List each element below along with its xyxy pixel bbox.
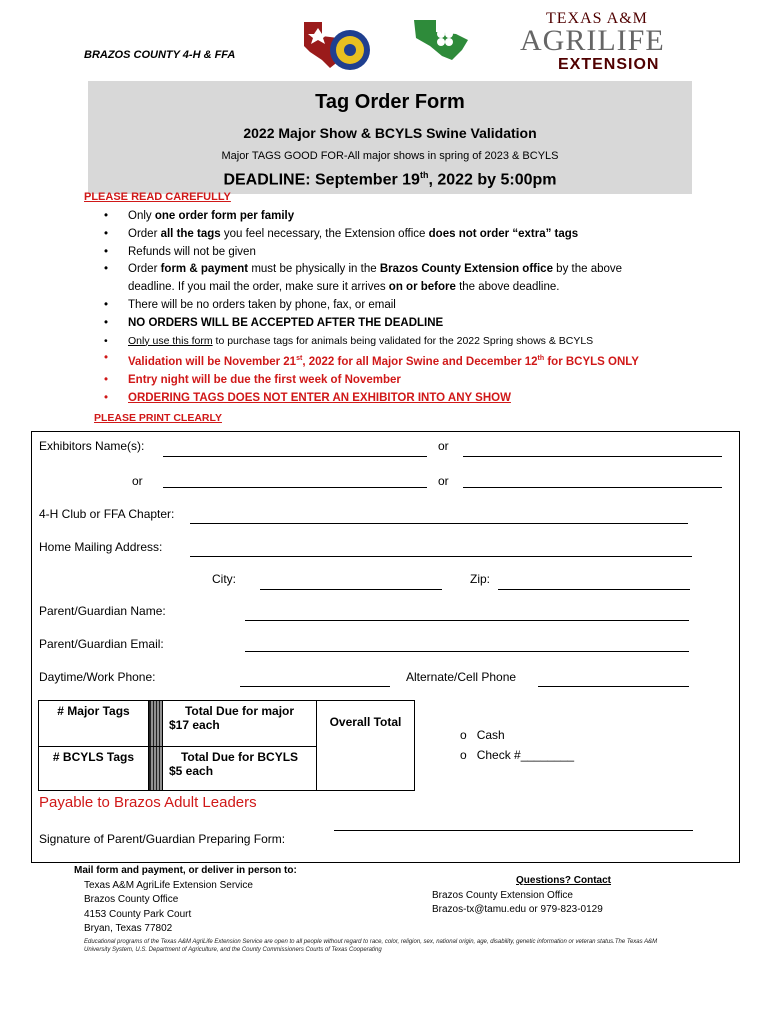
- parent-email-label: Parent/Guardian Email:: [39, 637, 164, 651]
- ffa-texas-logo: [300, 16, 374, 74]
- county-label: BRAZOS COUNTY 4-H & FFA: [84, 49, 236, 61]
- exhibitors-label: Exhibitors Name(s):: [39, 439, 145, 453]
- separator-cell: [149, 747, 163, 791]
- payable-note: Payable to Brazos Adult Leaders: [39, 794, 257, 811]
- exhibitor-1-field[interactable]: [163, 456, 427, 457]
- bcyls-tags-cell[interactable]: # BCYLS Tags: [39, 747, 149, 791]
- day-phone-label: Daytime/Work Phone:: [39, 670, 156, 684]
- page-subtitle: 2022 Major Show & BCYLS Swine Validation: [243, 125, 537, 141]
- major-tags-cell[interactable]: # Major Tags: [39, 701, 149, 747]
- club-field[interactable]: [190, 523, 688, 524]
- overall-total-cell[interactable]: Overall Total: [317, 701, 415, 791]
- questions-info: [432, 874, 611, 918]
- agrilife-logo-top: TEXAS A&M: [546, 10, 648, 27]
- instructions-list: [104, 208, 704, 408]
- print-clearly: PLEASE PRINT CLEARLY: [94, 412, 222, 424]
- list-item: • Only one order form per family: [104, 208, 704, 226]
- tags-table: [38, 700, 415, 791]
- parent-email-field[interactable]: [245, 651, 689, 652]
- club-label: 4-H Club or FFA Chapter:: [39, 507, 175, 521]
- or-label: or: [132, 474, 143, 488]
- 4h-texas-logo: [412, 16, 472, 62]
- exhibitor-2-field[interactable]: [463, 456, 722, 457]
- city-label: City:: [212, 572, 236, 586]
- address-field[interactable]: [190, 556, 692, 557]
- mail-heading: Mail form and payment, or deliver in person to:: [74, 865, 297, 876]
- parent-name-field[interactable]: [245, 620, 689, 621]
- questions-line: Brazos-tx@tamu.edu or 979-823-0129: [432, 904, 603, 915]
- page-title: Tag Order Form: [315, 91, 465, 113]
- list-item: • Validation will be November 21st, 2022 for all Major Swine and December 12th for BCYLS ONLY: [104, 350, 704, 372]
- mail-line: 4153 County Park Court: [84, 908, 192, 920]
- list-item: • There will be no orders taken by phone, fax, or email: [104, 297, 704, 315]
- list-item: • Entry night will be due the first week of November: [104, 372, 704, 390]
- cash-option[interactable]: o Cash: [460, 728, 505, 742]
- exhibitor-4-field[interactable]: [463, 487, 722, 488]
- mail-info: [74, 864, 297, 937]
- total-major-cell[interactable]: Total Due for major $17 each: [163, 701, 317, 747]
- fine-print: Educational programs of the Texas A&M AgriLife Extension Service are open to all people without regard to race, color, religion, sex, national origin, age, disability, genetic information or veteran status.The Texas A&M University System, U.S. Department of Agriculture, and the County Commissioners Courts of Texas Cooperating: [84, 939, 658, 953]
- read-carefully: PLEASE READ CAREFULLY: [84, 191, 231, 203]
- parent-name-label: Parent/Guardian Name:: [39, 604, 166, 618]
- address-label: Home Mailing Address:: [39, 540, 163, 554]
- separator-cell: [149, 701, 163, 747]
- alt-phone-field[interactable]: [538, 686, 689, 687]
- list-item: • Refunds will not be given: [104, 244, 704, 262]
- questions-heading: Questions? Contact: [516, 875, 612, 886]
- or-label: or: [438, 439, 449, 453]
- mail-line: Bryan, Texas 77802: [84, 923, 173, 934]
- signature-field[interactable]: [334, 830, 693, 831]
- total-bcyls-cell[interactable]: Total Due for BCYLS $5 each: [163, 747, 317, 791]
- good-for-note: Major TAGS GOOD FOR-All major shows in spring of 2023 & BCYLS: [221, 150, 559, 162]
- mail-line: Texas A&M AgriLife Extension Service: [84, 879, 253, 891]
- list-item: • Only use this form to purchase tags for animals being validated for the 2022 Spring shows & BCYLS: [104, 333, 704, 351]
- day-phone-field[interactable]: [240, 686, 390, 687]
- list-item: • Order form & payment must be physically in the Brazos County Extension office by the above deadline. If you mail the order, make sure it arrives on or before the above deadline.: [104, 261, 704, 297]
- agrilife-logo-mid: AGRILIFE: [520, 24, 665, 57]
- deadline-post: , 2022 by 5:00pm: [428, 171, 557, 189]
- city-field[interactable]: [260, 589, 442, 590]
- list-item: • NO ORDERS WILL BE ACCEPTED AFTER THE DEADLINE: [104, 315, 704, 333]
- deadline-pre: DEADLINE: September 19: [223, 171, 420, 189]
- deadline-sup: th: [419, 170, 429, 180]
- alt-phone-label: Alternate/Cell Phone: [406, 670, 517, 684]
- agrilife-logo: [520, 10, 680, 76]
- list-item: • ORDERING TAGS DOES NOT ENTER AN EXHIBITOR INTO ANY SHOW: [104, 390, 704, 408]
- zip-label: Zip:: [470, 572, 491, 586]
- mail-line: Brazos County Office: [84, 894, 179, 905]
- questions-line: Brazos County Extension Office: [432, 889, 573, 901]
- deadline: [88, 170, 692, 189]
- check-option[interactable]: o Check #________: [460, 748, 575, 762]
- list-item: • Order all the tags you feel necessary, the Extension office does not order “extra” tags: [104, 226, 704, 244]
- or-label: or: [438, 474, 449, 488]
- zip-field[interactable]: [498, 589, 690, 590]
- exhibitor-3-field[interactable]: [163, 487, 427, 488]
- radio-icon: o: [460, 748, 477, 762]
- agrilife-logo-bot: EXTENSION: [558, 56, 660, 73]
- signature-label: Signature of Parent/Guardian Preparing Form:: [39, 832, 286, 846]
- radio-icon: o: [460, 728, 477, 742]
